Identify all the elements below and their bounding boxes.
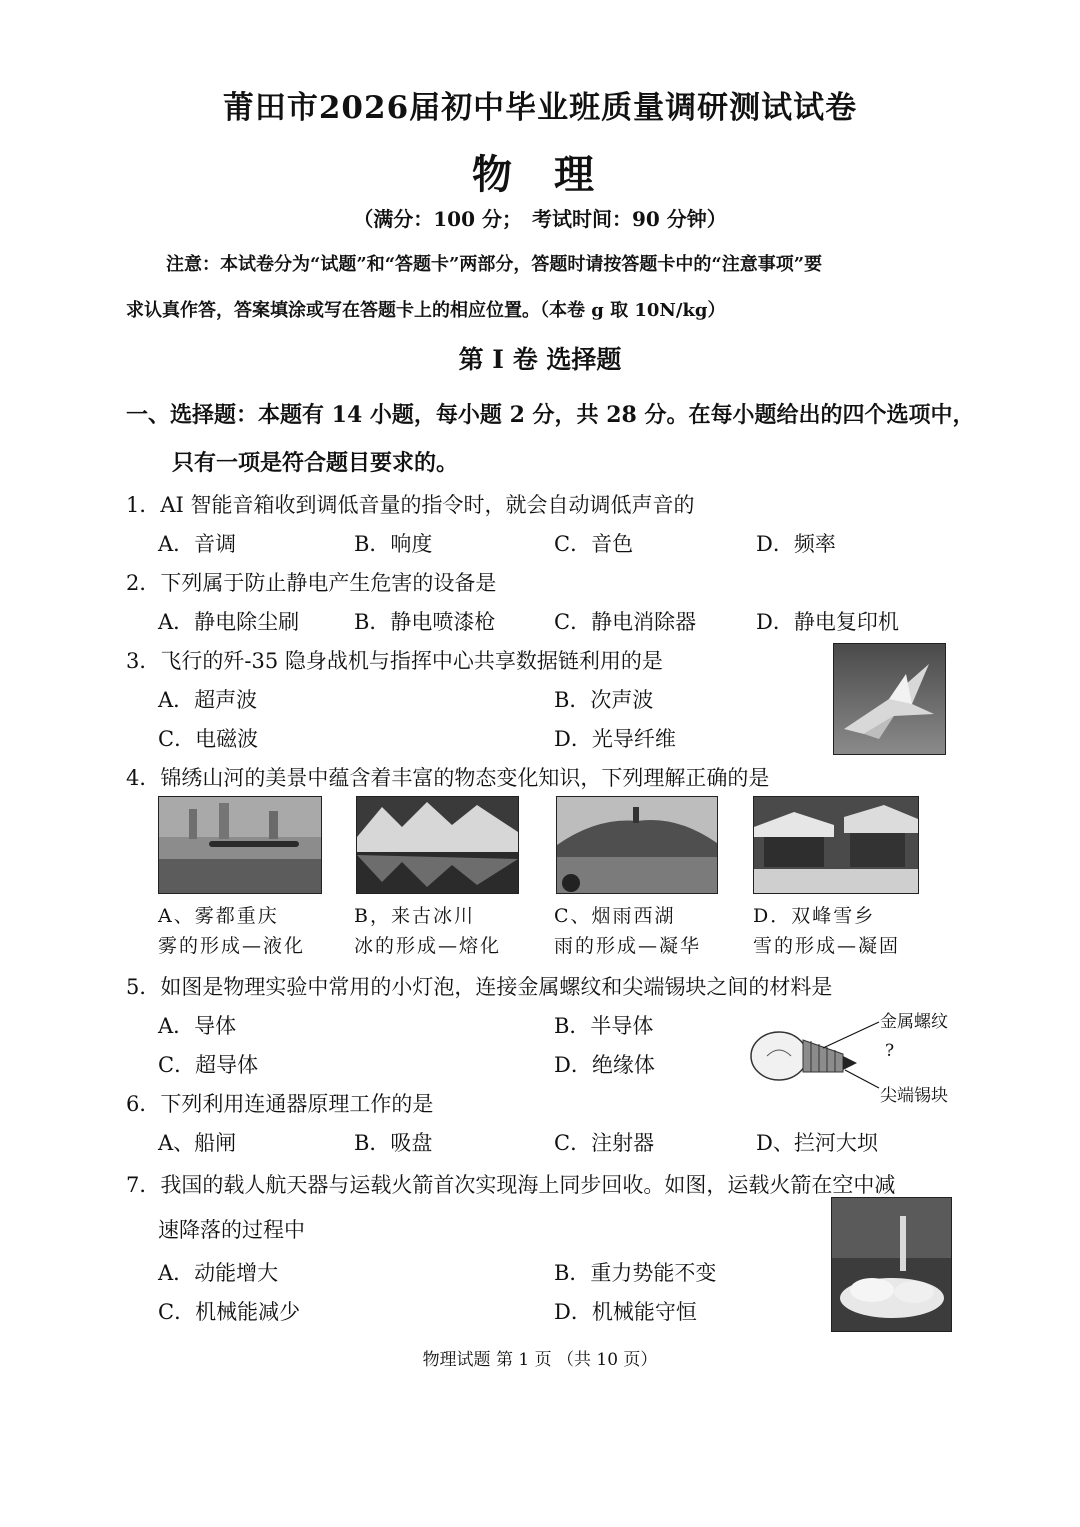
- notice-line-2: 求认真作答，答案填涂或写在答题卡上的相应位置。（本卷 g 取 10N/kg）: [126, 300, 726, 321]
- rocket-landing-photo: [831, 1197, 952, 1332]
- question-7-stem-line-2: 速降落的过程中: [158, 1218, 305, 1242]
- question-5-stem: 5．如图是物理实验中常用的小灯泡，连接金属螺纹和尖端锡块之间的材料是: [126, 975, 833, 999]
- page-footer: 物理试题 第 1 页 （共 10 页）: [422, 1350, 658, 1370]
- question-2-stem: 2．下列属于防止静电产生危害的设备是: [126, 571, 497, 595]
- question-6-option-d: D、拦河大坝: [756, 1131, 878, 1155]
- question-2-option-b: B．静电喷漆枪: [354, 610, 496, 634]
- caption-a-desc: 雾的形成—液化: [158, 935, 306, 957]
- part-instruction-line-2: 只有一项是符合题目要求的。: [172, 450, 459, 476]
- question-1-option-d: D．频率: [756, 532, 836, 556]
- question-3-option-c: C．电磁波: [158, 727, 259, 751]
- question-3-stem: 3．飞行的歼-35 隐身战机与指挥中心共享数据链利用的是: [126, 649, 663, 673]
- question-4-stem: 4．锦绣山河的美景中蕴含着丰富的物态变化知识，下列理解正确的是: [126, 766, 770, 790]
- question-7-option-d: D．机械能守恒: [554, 1300, 697, 1324]
- question-3-option-a: A．超声波: [158, 688, 258, 712]
- caption-c-desc: 雨的形成—凝华: [554, 935, 702, 957]
- label-tin-tip: 尖端锡块: [880, 1086, 948, 1106]
- caption-b-name: B，来古冰川: [354, 905, 475, 927]
- question-7-option-c: C．机械能减少: [158, 1300, 301, 1324]
- section-title: 第 I 卷 选择题: [458, 345, 622, 374]
- part-instruction-line-1: 一、选择题：本题有 14 小题，每小题 2 分，共 28 分。在每小题给出的四个选项中，: [126, 402, 975, 428]
- question-7-option-b: B．重力势能不变: [554, 1261, 717, 1285]
- notice-line-1: 注意：本试卷分为“试题”和“答题卡”两部分，答题时请按答题卡中的“注意事项”要: [166, 254, 823, 275]
- caption-c-name: C、烟雨西湖: [554, 905, 676, 927]
- west-lake-photo: [556, 796, 718, 894]
- caption-a-name: A、雾都重庆: [158, 905, 279, 927]
- question-7-option-a: A．动能增大: [158, 1261, 279, 1285]
- question-6-option-a: A、船闸: [158, 1131, 237, 1155]
- question-1-stem: 1．AI 智能音箱收到调低音量的指令时，就会自动调低声音的: [126, 493, 695, 517]
- caption-d-name: D．双峰雪乡: [753, 905, 876, 927]
- question-2-option-c: C．静电消除器: [554, 610, 697, 634]
- question-3-option-d: D．光导纤维: [554, 727, 676, 751]
- label-metal-thread: 金属螺纹: [880, 1012, 948, 1032]
- snow-town-photo: [753, 796, 919, 894]
- question-7-stem-line-1: 7．我国的载人航天器与运载火箭首次实现海上同步回收。如图，运载火箭在空中减: [126, 1173, 896, 1197]
- caption-d-desc: 雪的形成—凝固: [753, 935, 901, 957]
- question-5-option-d: D．绝缘体: [554, 1053, 655, 1077]
- score-time-line: （满分：100 分； 考试时间：90 分钟）: [353, 207, 727, 231]
- laigu-glacier-photo: [356, 796, 519, 894]
- question-2-option-d: D．静电复印机: [756, 610, 899, 634]
- question-5-option-c: C．超导体: [158, 1053, 259, 1077]
- light-bulb-diagram: [745, 1010, 885, 1100]
- caption-b-desc: 冰的形成—熔化: [354, 935, 502, 957]
- exam-title: 莆田市2026届初中毕业班质量调研测试试卷: [222, 90, 858, 126]
- question-5-option-a: A．导体: [158, 1014, 237, 1038]
- subject-title: 物 理: [472, 151, 608, 198]
- question-1-option-a: A．音调: [158, 532, 237, 556]
- question-1-option-b: B．响度: [354, 532, 433, 556]
- stealth-fighter-photo: [833, 643, 946, 755]
- question-3-option-b: B．次声波: [554, 688, 654, 712]
- question-1-option-c: C．音色: [554, 532, 634, 556]
- question-6-option-b: B．吸盘: [354, 1131, 433, 1155]
- label-question-mark: ?: [885, 1041, 895, 1061]
- question-6-stem: 6．下列利用连通器原理工作的是: [126, 1092, 434, 1116]
- question-5-option-b: B．半导体: [554, 1014, 654, 1038]
- question-2-option-a: A．静电除尘刷: [158, 610, 300, 634]
- question-6-option-c: C．注射器: [554, 1131, 655, 1155]
- foggy-chongqing-photo: [158, 796, 322, 894]
